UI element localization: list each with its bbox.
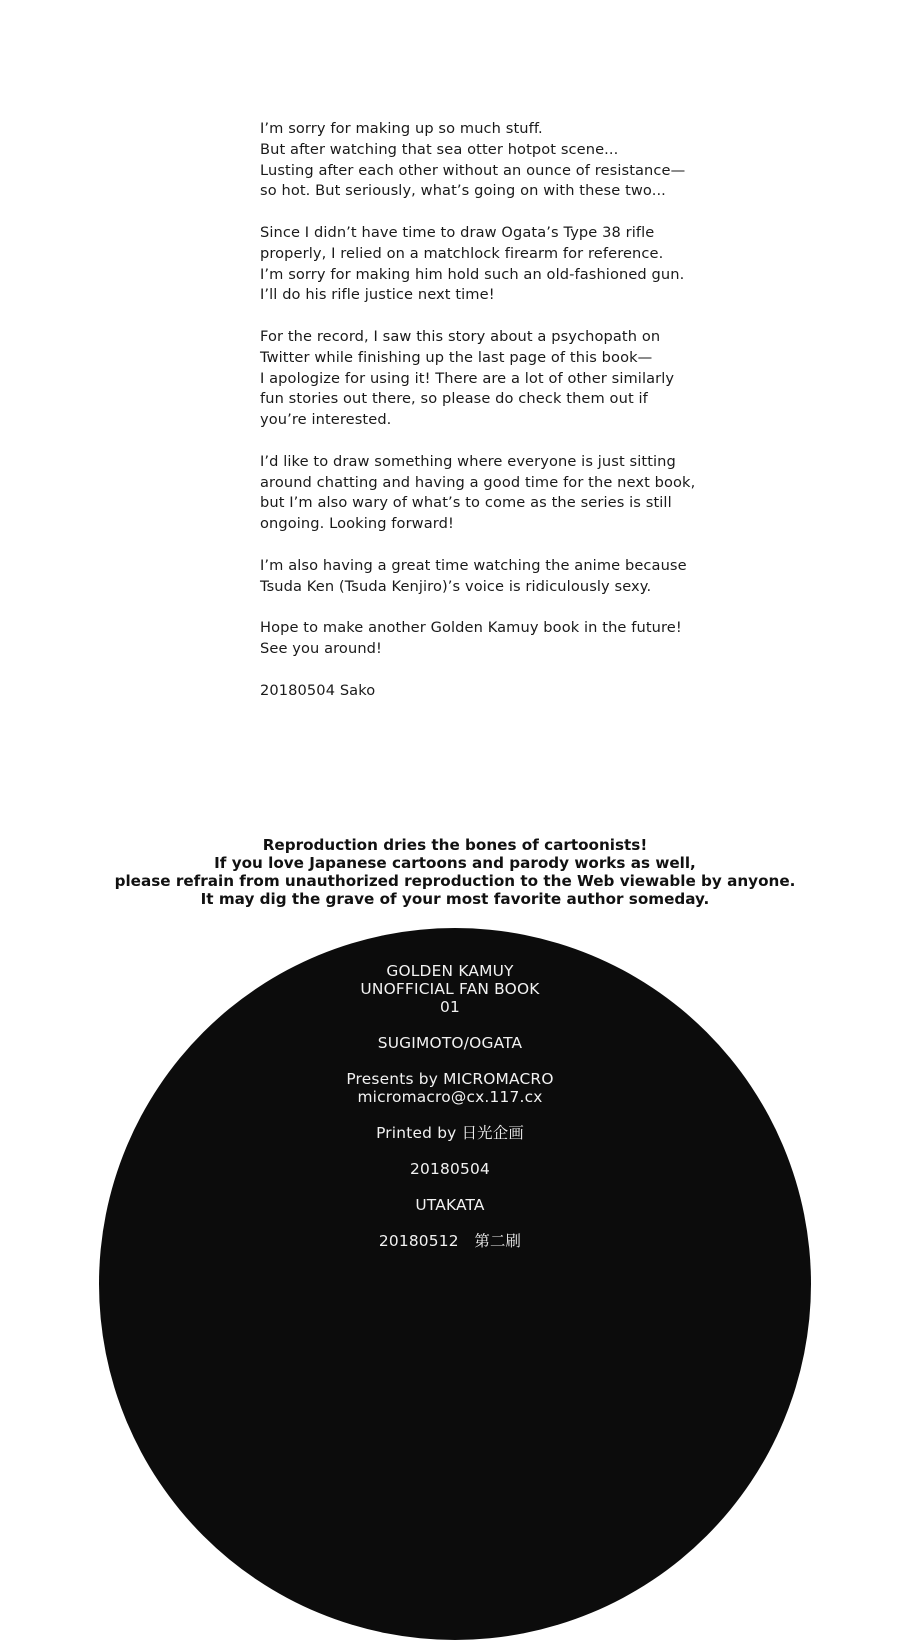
afterword-line: Tsuda Ken (Tsuda Kenjiro)’s voice is ridiculously sexy. [260,577,652,595]
afterword-paragraph [260,327,720,431]
reproduction-notice [0,836,910,908]
afterword-paragraph [260,119,720,202]
afterword-text [260,119,720,722]
book-title-line: UNOFFICIAL FAN BOOK [360,980,540,998]
colophon [250,962,650,1268]
afterword-line: I’ll do his rifle justice next time! [260,286,495,304]
afterword-paragraph [260,452,720,535]
afterword-line: fun stories out there, so please do check them out if [260,390,648,408]
afterword-line: I’m also having a great time watching the anime because [260,556,687,574]
afterword-paragraph [260,618,720,660]
event-text: UTAKATA [415,1196,485,1214]
afterword-line: Twitter while finishing up the last page of this book— [260,348,653,366]
afterword-line: See you around! [260,639,382,657]
afterword-line: I’m sorry for making up so much stuff. [260,120,543,137]
pairing [250,1034,650,1052]
notice-line: It may dig the grave of your most favorite author someday. [200,890,710,908]
afterword-line: Since I didn’t have time to draw Ogata’s Type 38 rifle [260,223,655,241]
presents-text: Presents by MICROMACRO [346,1070,554,1088]
afterword-line: ongoing. Looking forward! [260,515,454,533]
notice-line: please refrain from unauthorized reproduction to the Web viewable by anyone. [114,872,796,890]
book-title [250,962,650,1016]
book-title-line: 01 [440,998,460,1016]
printed-by-text: Printed by 日光企画 [376,1124,524,1142]
afterword-paragraph [260,223,720,306]
pairing-text: SUGIMOTO/OGATA [377,1034,523,1052]
notice-line: Reproduction dries the bones of cartoonists! [262,836,648,854]
afterword-paragraph [260,556,720,598]
afterword-line: I apologize for using it! There are a lot of other similarly [260,369,675,387]
afterword-line: around chatting and having a good time for the next book, [260,473,696,491]
email-text: micromacro@cx.117.cx [357,1088,543,1106]
afterword-line: but I’m also wary of what’s to come as the series is still [260,494,672,512]
afterword-signature [260,681,720,702]
afterword-line: properly, I relied on a matchlock firearm for reference. [260,244,664,262]
event-name [250,1196,650,1214]
afterword-line: so hot. But seriously, what’s going on with these two... [260,182,666,200]
afterword-line: I’m sorry for making him hold such an old-fashioned gun. [260,265,685,283]
date-text: 20180504 [410,1160,490,1178]
publisher-info [250,1070,650,1106]
signature-line: 20180504 Sako [260,681,376,699]
notice-line: If you love Japanese cartoons and parody works as well, [214,854,696,872]
afterword-line: But after watching that sea otter hotpot scene... [260,140,619,158]
second-printing [250,1232,650,1250]
afterword-line: I’d like to draw something where everyone is just sitting [260,452,676,470]
afterword-line: Hope to make another Golden Kamuy book in the future! [260,619,682,637]
book-title-line: GOLDEN KAMUY [386,962,514,980]
publish-date [250,1160,650,1178]
afterword-line: you’re interested. [260,411,392,429]
afterword-line: For the record, I saw this story about a psychopath on [260,327,661,345]
printer-info [250,1124,650,1142]
second-printing-text: 20180512 第二刷 [378,1232,522,1250]
afterword-line: Lusting after each other without an ounce of resistance— [260,161,686,179]
